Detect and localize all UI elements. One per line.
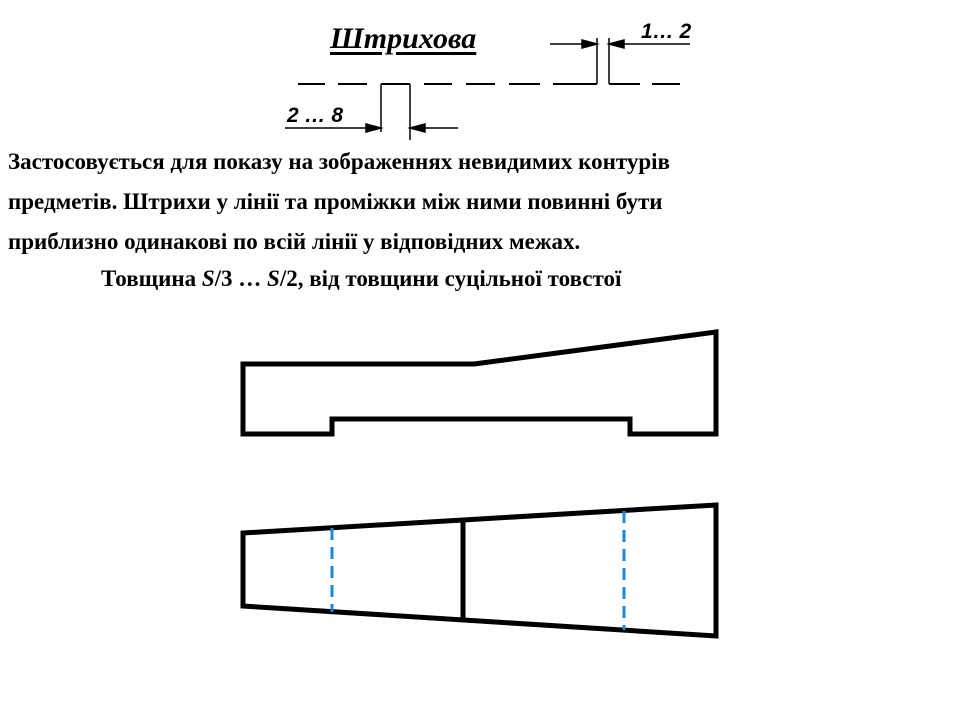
part-front-view <box>243 332 716 434</box>
page-title: Штрихова <box>330 22 477 55</box>
description-line: предметів. Штрихи у лінії та проміжки між ними повинні бути <box>8 189 663 214</box>
arrowhead <box>582 40 597 48</box>
gap-length-label: 1… 2 <box>641 20 692 43</box>
thickness-prefix: Товщина <box>101 266 202 291</box>
thickness-suffix: /2, від товщини суцільної товстої <box>279 266 622 291</box>
arrowhead <box>609 40 624 48</box>
thickness-fraction: /3 … <box>214 266 268 291</box>
gap-dimension <box>550 38 690 84</box>
part-top-view <box>243 505 716 636</box>
thickness-symbol: S <box>201 266 215 291</box>
description-line: Застосовується для показу на зображеннях невидимих контурів <box>8 149 670 174</box>
part-top-outline <box>243 505 716 636</box>
description-paragraph <box>8 142 953 262</box>
thickness-symbol: S <box>267 266 280 291</box>
thickness-note <box>101 266 621 292</box>
description-line: приблизно одинакові по всій лінії у відповідних межах. <box>8 229 581 254</box>
arrowhead <box>410 124 425 132</box>
arrowhead <box>366 124 381 132</box>
dash-length-label: 2 … 8 <box>287 104 344 127</box>
